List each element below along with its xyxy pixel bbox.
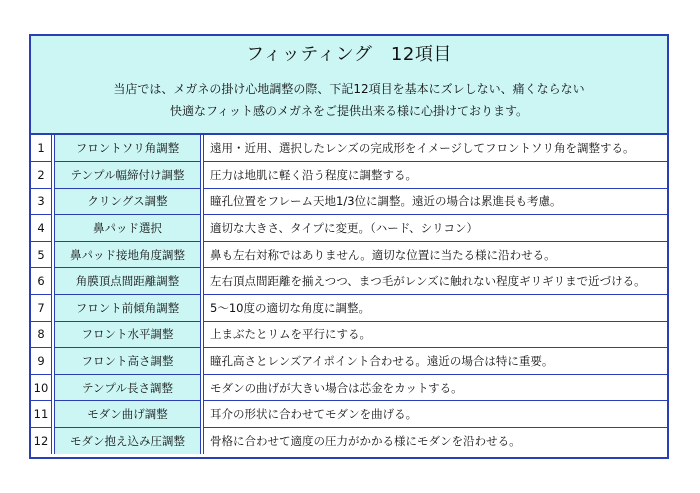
item-description: 瞳孔位置をフレーム天地1/3位に調整。遠近の場合は累進長も考慮。 [202,188,667,215]
table-row [31,241,667,268]
item-name: テンプル長さ調整 [53,374,202,401]
table-row [31,374,667,401]
item-name: 鼻パッド選択 [53,215,202,242]
fitting-panel [29,34,669,459]
item-number: 6 [31,268,53,295]
item-number: 3 [31,188,53,215]
item-description: モダンの曲げが大きい場合は芯金をカットする。 [202,374,667,401]
item-number: 8 [31,321,53,348]
item-description: 耳介の形状に合わせてモダンを曲げる。 [202,401,667,428]
item-description: 圧力は地肌に軽く沿う程度に調整する。 [202,162,667,189]
item-description: 鼻も左右対称ではありません。適切な位置に当たる様に沿わせる。 [202,241,667,268]
item-number: 7 [31,295,53,322]
item-name: テンプル幅締付け調整 [53,162,202,189]
table-row [31,268,667,295]
intro-line-1: 当店では、メガネの掛け心地調整の際、下記12項目を基本にズレしない、痛くならない [113,82,585,96]
item-description: 適切な大きさ、タイプに変更。（ハード、シリコン） [202,215,667,242]
item-number: 12 [31,428,53,455]
intro-text [31,78,667,122]
table-row [31,321,667,348]
item-number: 10 [31,374,53,401]
item-description: 左右頂点間距離を揃えつつ、まつ毛がレンズに触れない程度ギリギリまで近づける。 [202,268,667,295]
item-name: フロント前傾角調整 [53,295,202,322]
item-name: モダン曲げ調整 [53,401,202,428]
table-row [31,428,667,455]
table-row [31,162,667,189]
item-number: 4 [31,215,53,242]
panel-header [31,36,667,135]
intro-line-2: 快適なフィット感のメガネをご提供出来る様に心掛けております。 [169,104,529,118]
item-description: 骨格に合わせて適度の圧力がかかる様にモダンを沿わせる。 [202,428,667,455]
table-row [31,188,667,215]
item-number: 5 [31,241,53,268]
page-title: フィッティング 12項目 [246,44,452,65]
item-description: 瞳孔高さとレンズアイポイント合わせる。遠近の場合は特に重要。 [202,348,667,375]
table-row [31,348,667,375]
table-row [31,401,667,428]
item-description: 遠用・近用、選択したレンズの完成形をイメージしてフロントソリ角を調整する。 [202,135,667,162]
item-name: モダン抱え込み圧調整 [53,428,202,455]
fitting-items-table [31,135,667,454]
item-description: 5～10度の適切な角度に調整。 [202,295,667,322]
table-row [31,135,667,162]
item-number: 11 [31,401,53,428]
item-name: フロント水平調整 [53,321,202,348]
item-description: 上まぶたとリムを平行にする。 [202,321,667,348]
table-row [31,215,667,242]
item-name: フロント高さ調整 [53,348,202,375]
item-number: 9 [31,348,53,375]
item-name: 鼻パッド接地角度調整 [53,241,202,268]
item-name: 角膜頂点間距離調整 [53,268,202,295]
item-name: フロントソリ角調整 [53,135,202,162]
table-row [31,295,667,322]
item-name: クリングス調整 [53,188,202,215]
item-number: 2 [31,162,53,189]
item-number: 1 [31,135,53,162]
